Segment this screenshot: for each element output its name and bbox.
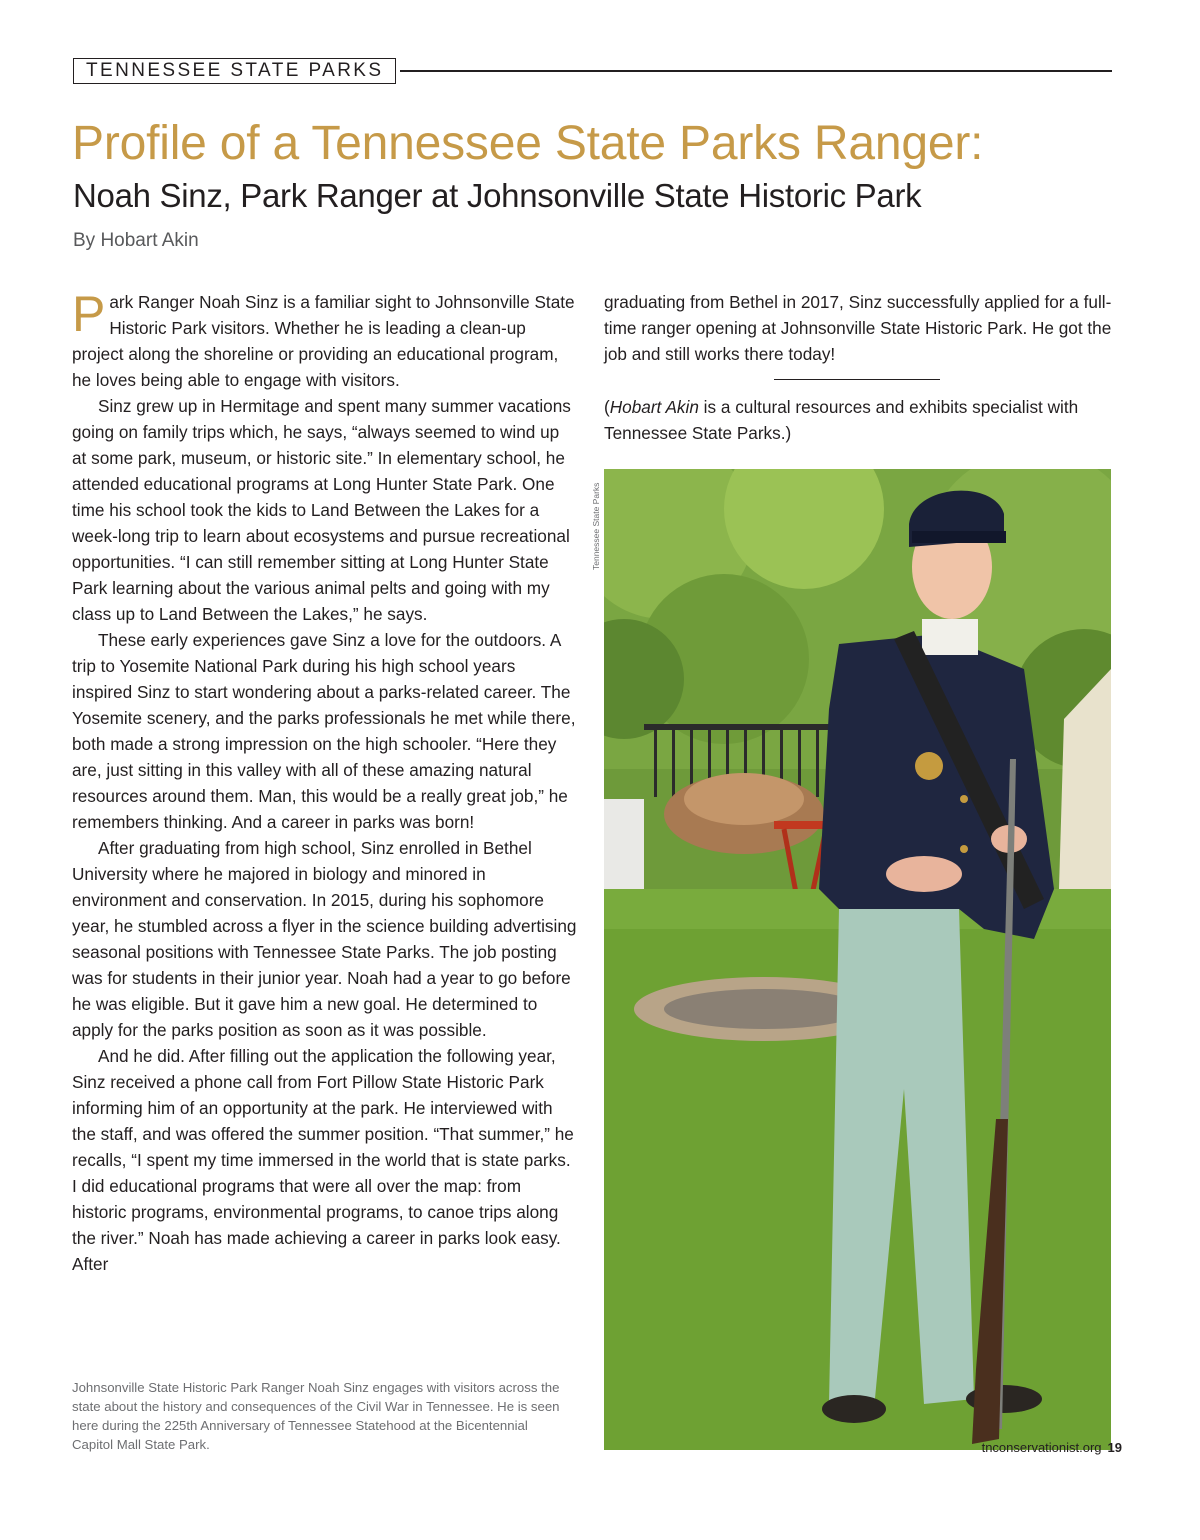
ranger-photo [604,469,1111,1450]
page-footer [982,1440,1122,1455]
article-subtitle: Noah Sinz, Park Ranger at Johnsonville State Historic Park [73,177,922,214]
paragraph-4: After graduating from high school, Sinz enrolled in Bethel University where he majored in biology and minored in environment and conservation. In 2015, during his sophomore year, he stumbled across a flyer in the science building advertising seasonal positions with Tennessee State Parks. The job posting was for students in their junior year. Noah had a year to go before he was eligible. But it gave him a new goal. He determined to apply for the parks position as soon as it was possible. [72,838,577,1040]
author-bio [604,394,1112,446]
photo-credit: Tennessee State Parks [591,482,601,570]
article-title: Profile of a Tennessee State Parks Ranger: [72,117,984,170]
paragraph-5: And he did. After filling out the application the following year, Sinz received a phone call from Fort Pillow State Historic Park informing him of an opportunity at the park. He interviewed with the staff, and was offered the summer position. “That summer,” he recalls, “I spent my time immersed in the world that is state parks. I did educational programs that were all over the map: from historic programs, environmental programs, to canoe trips along the river.” Noah has made achieving a career in parks look easy. After [72,1046,574,1274]
paragraph-1 [72,286,578,393]
bio-paren: ( [604,397,610,417]
drop-cap: P [72,286,106,342]
page-number: 19 [1107,1440,1122,1455]
header-rule [400,70,1112,72]
body-column-right [604,289,1112,446]
footer-site: tnconservationist.org [981,1440,1102,1455]
paragraph-1-text: ark Ranger Noah Sinz is a familiar sight to Johnsonville State Historic Park visitors. Whether he is leading a clean-up project along the shoreline or providing an educational program, he loves being able to engage with visitors. [72,292,575,390]
body-column-left [72,286,578,1277]
section-label: TENNESSEE STATE PARKS [73,58,396,84]
paragraph-6: graduating from Bethel in 2017, Sinz successfully applied for a full-time ranger opening at Johnsonville State Historic Park. He got the job and still works there today! [604,292,1112,364]
author-name: Hobart Akin [609,397,699,417]
byline: By Hobart Akin [73,230,199,251]
bio-text: is a cultural resources and exhibits specialist with Tennessee State Parks.) [604,397,1079,443]
paragraph-2: Sinz grew up in Hermitage and spent many summer vacations going on family trips which, he says, “always seemed to wind up at some park, museum, or historic site.” In elementary school, he attended educational programs at Long Hunter State Park. One time his school took the kids to Land Between the Lakes for a week-long trip to learn about ecosystems and pursue recreational opportunities. “I can still remember sitting at Long Hunter State Park learning about the various animal pelts and going with my class up to Land Between the Lakes,” he says. [72,396,571,624]
end-rule [774,379,940,380]
photo-caption: Johnsonville State Historic Park Ranger Noah Sinz engages with visitors across the state about the history and consequences of the Civil War in Tennessee. He is seen here during the 225th Anniversary of Tennessee Statehood at the Bicentennial Capitol Mall State Park. [72,1380,560,1452]
paragraph-3: These early experiences gave Sinz a love for the outdoors. A trip to Yosemite National Park during his high school years inspired Sinz to start wondering about a parks-related career. The Yosemite scenery, and the parks professionals he met while there, both made a strong impression on the high schooler. “Here they are, just sitting in this valley with all of these amazing natural resources around them. Man, this would be a really great job,” he remembers thinking. And a career in parks was born! [72,630,576,832]
